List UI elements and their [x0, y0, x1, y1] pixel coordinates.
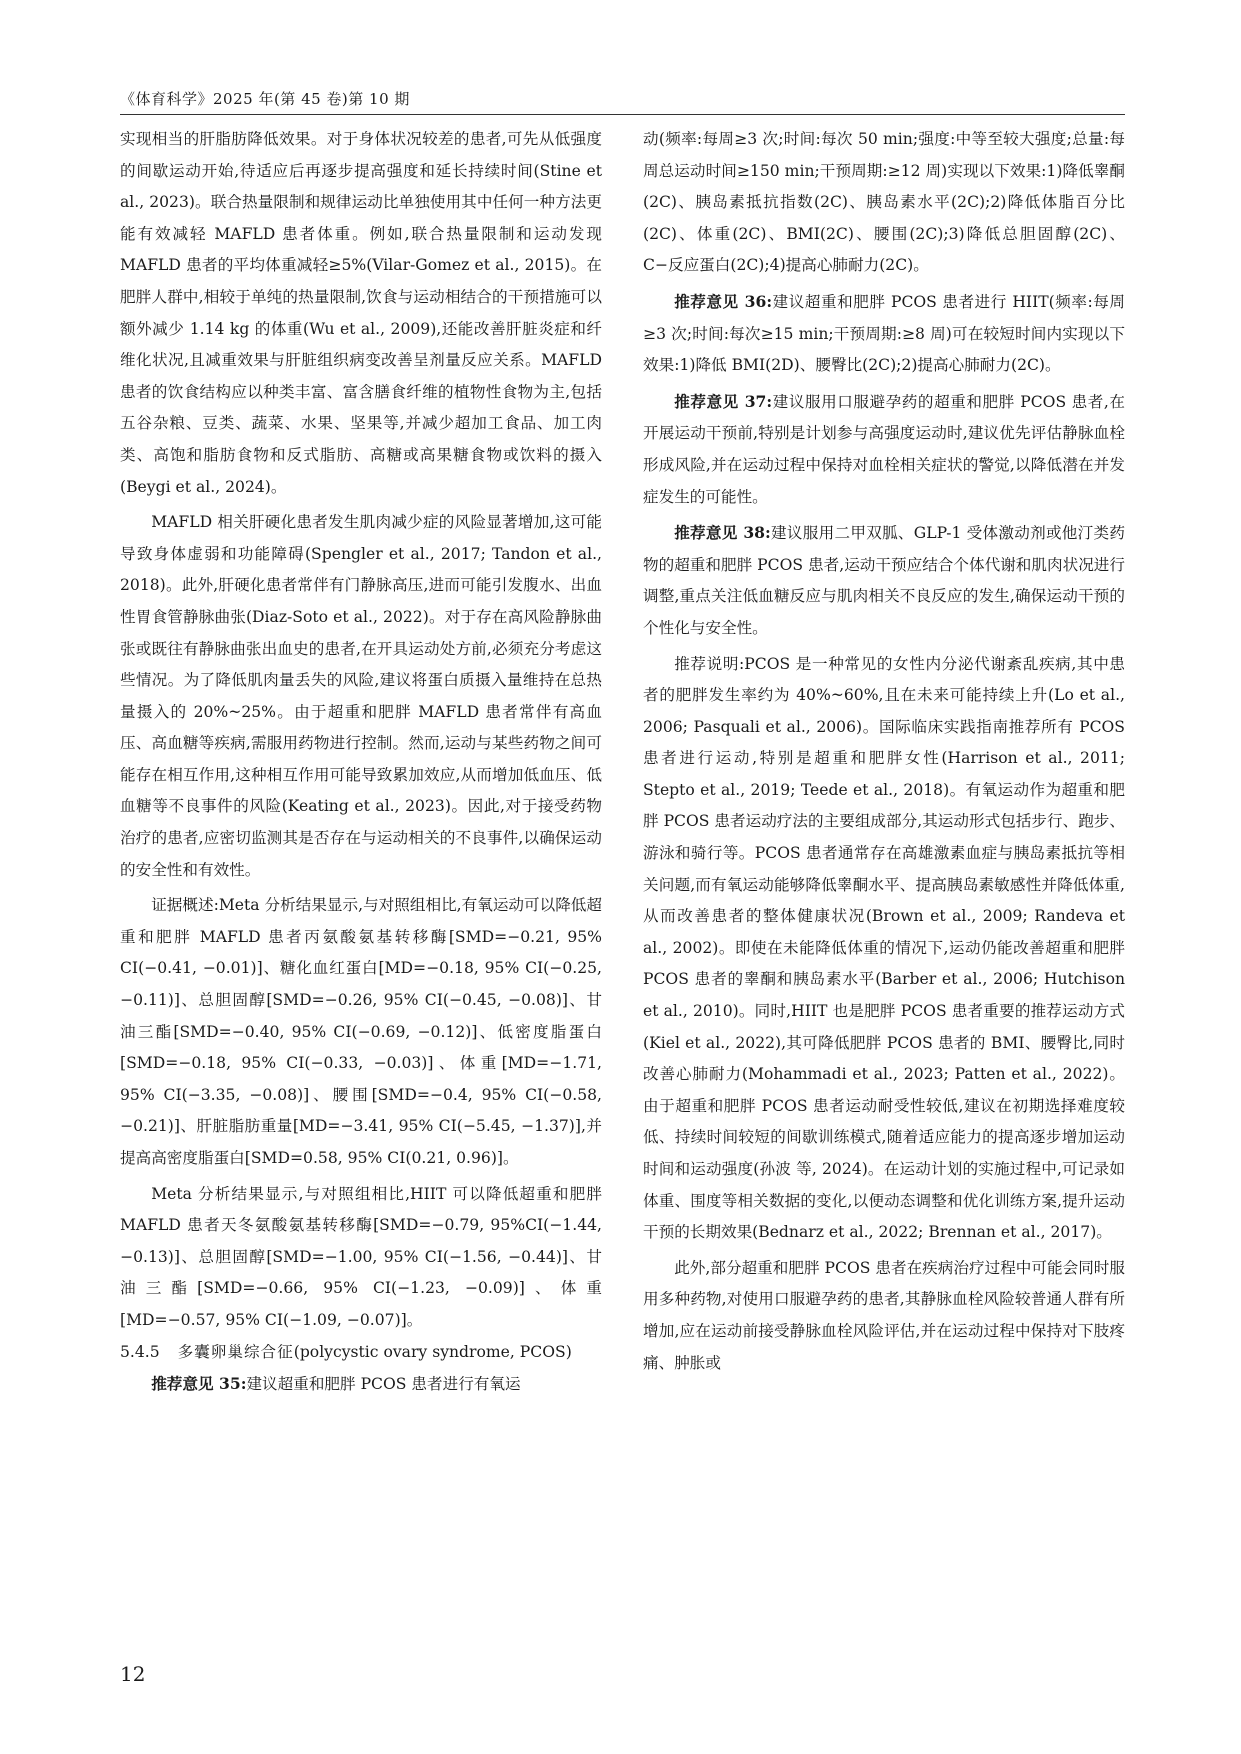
recommendation-36-text: 建议超重和肥胖 PCOS 患者进行 HIIT(频率:每周≥3 次;时间:每次≥15 min;干预周期:≥8 周)可在较短时间内实现以下效果:1)降低 BMI(2D)、腰臀比(2C);2)提高心肺耐力(2C)。	[643, 292, 1125, 375]
recommendation-35	[120, 1368, 602, 1401]
paragraph-cirrhosis: MAFLD 相关肝硬化患者发生肌肉减少症的风险显著增加,这可能导致身体虚弱和功能障碍(Spengler et al., 2017; Tandon et al., 2018)。此外,肝硬化患者常伴有门静脉高压,进而可能引发腹水、出血性胃食管静脉曲张(Diaz-Soto et al., 2022)。对于存在高风险静脉曲张或既往有静脉曲张出血史的患者,在开具运动处方前,必须充分考虑这些情况。为了降低肌肉量丢失的风险,建议将蛋白质摄入量维持在总热量摄入的 20%~25%。由于超重和肥胖 MAFLD 患者常伴有高血压、高血糖等疾病,需服用药物进行控制。然而,运动与某些药物之间可能存在相互作用,这种相互作用可能导致累加效应,从而增加低血压、低血糖等不良事件的风险(Keating et al., 2023)。因此,对于接受药物治疗的患者,应密切监测其是否存在与运动相关的不良事件,以确保运动的安全性和有效性。	[120, 513, 602, 879]
page-number: 12	[120, 1662, 146, 1686]
recommendation-35-text: 建议超重和肥胖 PCOS 患者进行有氧运	[246, 1375, 521, 1394]
paragraph-mafld-weight: 实现相当的肝脂肪降低效果。对于身体状况较差的患者,可先从低强度的间歇运动开始,待适应后再逐步提高强度和延长持续时间(Stine et al., 2023)。联合热量限制和规律运动比单独使用其中任何一种方法更能有效减轻 MAFLD 患者体重。例如,联合热量限制和运动发现 MAFLD 患者的平均体重减轻≥5%(Vilar-Gomez et al., 2015)。在肥胖人群中,相较于单纯的热量限制,饮食与运动相结合的干预措施可以额外减少 1.14 kg 的体重(Wu et al., 2009),还能改善肝脏炎症和纤维化状况,且减重效果与肝脏组织病变改善呈剂量反应关系。MAFLD 患者的饮食结构应以种类丰富、富含膳食纤维的植物性食物为主,包括五谷杂粮、豆类、蔬菜、水果、坚果等,并减少超加工食品、加工肉类、高饱和脂肪食物和反式脂肪、高糖或高果糖食物或饮料的摄入(Beygi et al., 2024)。	[120, 130, 602, 496]
recommendation-36-label: 推荐意见 36:	[674, 291, 773, 311]
section-term: (polycystic ovary syndrome, PCOS)	[293, 1342, 572, 1361]
left-column	[120, 124, 602, 1401]
paragraph-evidence-hiit: Meta 分析结果显示,与对照组相比,HIIT 可以降低超重和肥胖 MAFLD 患者天冬氨酸氨基转移酶[SMD=−0.79, 95%CI(−1.44, −0.13)]、总胆固醇[SMD=−1.00, 95% CI(−1.56, −0.44)]、甘油三酯[SMD=−0.66, 95% CI(−1.23, −0.09)]、体重[MD=−0.57, 95% CI(−1.09, −0.07)]。	[120, 1184, 602, 1329]
paragraph-medication-note: 此外,部分超重和肥胖 PCOS 患者在疾病治疗过程中可能会同时服用多种药物,对使用口服避孕药的患者,其静脉血栓风险较普通人群有所增加,应在运动前接受静脉血栓风险评估,并在运动过程中保持对下肢疼痛、肿胀或	[643, 1258, 1125, 1372]
recommendation-36	[643, 286, 1125, 382]
recommendation-37	[643, 386, 1125, 513]
recommendation-38-label: 推荐意见 38:	[674, 523, 771, 543]
section-heading-pcos	[120, 1337, 602, 1369]
recommendation-35-label: 推荐意见 35:	[151, 1374, 247, 1394]
section-number: 5.4.5	[120, 1342, 160, 1361]
recommendation-38	[643, 517, 1125, 644]
journal-header: 《体育科学》2025 年(第 45 卷)第 10 期	[120, 90, 410, 108]
recommendation-37-text: 建议服用口服避孕药的超重和肥胖 PCOS 患者,在开展运动干预前,特别是计划参与高强度运动时,建议优先评估静脉血栓形成风险,并在运动过程中保持对血栓相关症状的警觉,以降低潜在并发症发生的可能性。	[643, 392, 1126, 506]
recommendation-35-continued: 动(频率:每周≥3 次;时间:每次 50 min;强度:中等至较大强度;总量:每周总运动时间≥150 min;干预周期:≥12 周)实现以下效果:1)降低睾酮(2C)、胰岛素抵抗指数(2C)、胰岛素水平(2C);2)降低体脂百分比(2C)、体重(2C)、BMI(2C)、腰围(2C);3)降低总胆固醇(2C)、C−反应蛋白(2C);4)提高心肺耐力(2C)。	[643, 130, 1125, 275]
paragraph-recommendation-explanation: 推荐说明:PCOS 是一种常见的女性内分泌代谢紊乱疾病,其中患者的肥胖发生率约为 40%~60%,且在未来可能持续上升(Lo et al., 2006; Pasquali et al., 2006)。国际临床实践指南推荐所有 PCOS 患者进行运动,特别是超重和肥胖女性(Harrison et al., 2011; Stepto et al., 2019; Teede et al., 2018)。有氧运动作为超重和肥胖 PCOS 患者运动疗法的主要组成部分,其运动形式包括步行、跑步、游泳和骑行等。PCOS 患者通常存在高雄激素血症与胰岛素抵抗等相关问题,而有氧运动能够降低睾酮水平、提高胰岛素敏感性并降低体重,从而改善患者的整体健康状况(Brown et al., 2009; Randeva et al., 2002)。即使在未能降低体重的情况下,运动仍能改善超重和肥胖 PCOS 患者的睾酮和胰岛素水平(Barber et al., 2006; Hutchison et al., 2010)。同时,HIIT 也是肥胖 PCOS 患者重要的推荐运动方式(Kiel et al., 2022),其可降低肥胖 PCOS 患者的 BMI、腰臀比,同时改善心肺耐力(Mohammadi et al., 2023; Patten et al., 2022)。由于超重和肥胖 PCOS 患者运动耐受性较低,建议在初期选择难度较低、持续时间较短的间歇训练模式,随着适应能力的提高逐步增加运动时间和运动强度(孙波 等, 2024)。在运动计划的实施过程中,可记录如体重、围度等相关数据的变化,以便动态调整和优化训练方案,提升运动干预的长期效果(Bednarz et al., 2022; Brennan et al., 2017)。	[643, 654, 1125, 1242]
header-rule	[120, 114, 1125, 115]
recommendation-38-text: 建议服用二甲双胍、GLP-1 受体激动剂或他汀类药物的超重和肥胖 PCOS 患者,运动干预应结合个体代谢和肌肉状况进行调整,重点关注低血糖反应与肌肉相关不良反应的发生,确保运动干预的个性化与安全性。	[643, 524, 1125, 637]
section-title: 多囊卵巢综合征	[177, 1342, 294, 1361]
paragraph-evidence-aerobic: 证据概述:Meta 分析结果显示,与对照组相比,有氧运动可以降低超重和肥胖 MAFLD 患者丙氨酸氨基转移酶[SMD=−0.21, 95% CI(−0.41, −0.01)]、糖化血红蛋白[MD=−0.18, 95% CI(−0.25, −0.11)]、总胆固醇[SMD=−0.26, 95% CI(−0.45, −0.08)]、甘油三酯[SMD=−0.40, 95% CI(−0.69, −0.12)]、低密度脂蛋白[SMD=−0.18, 95% CI(−0.33, −0.03)]、体重[MD=−1.71, 95% CI(−3.35, −0.08)]、腰围[SMD=−0.4, 95% CI(−0.58, −0.21)]、肝脏脂肪重量[MD=−3.41, 95% CI(−5.45, −1.37)],并提高高密度脂蛋白[SMD=0.58, 95% CI(0.21, 0.96)]。	[120, 896, 602, 1167]
recommendation-37-label: 推荐意见 37:	[674, 391, 773, 411]
right-column	[643, 124, 1125, 1379]
